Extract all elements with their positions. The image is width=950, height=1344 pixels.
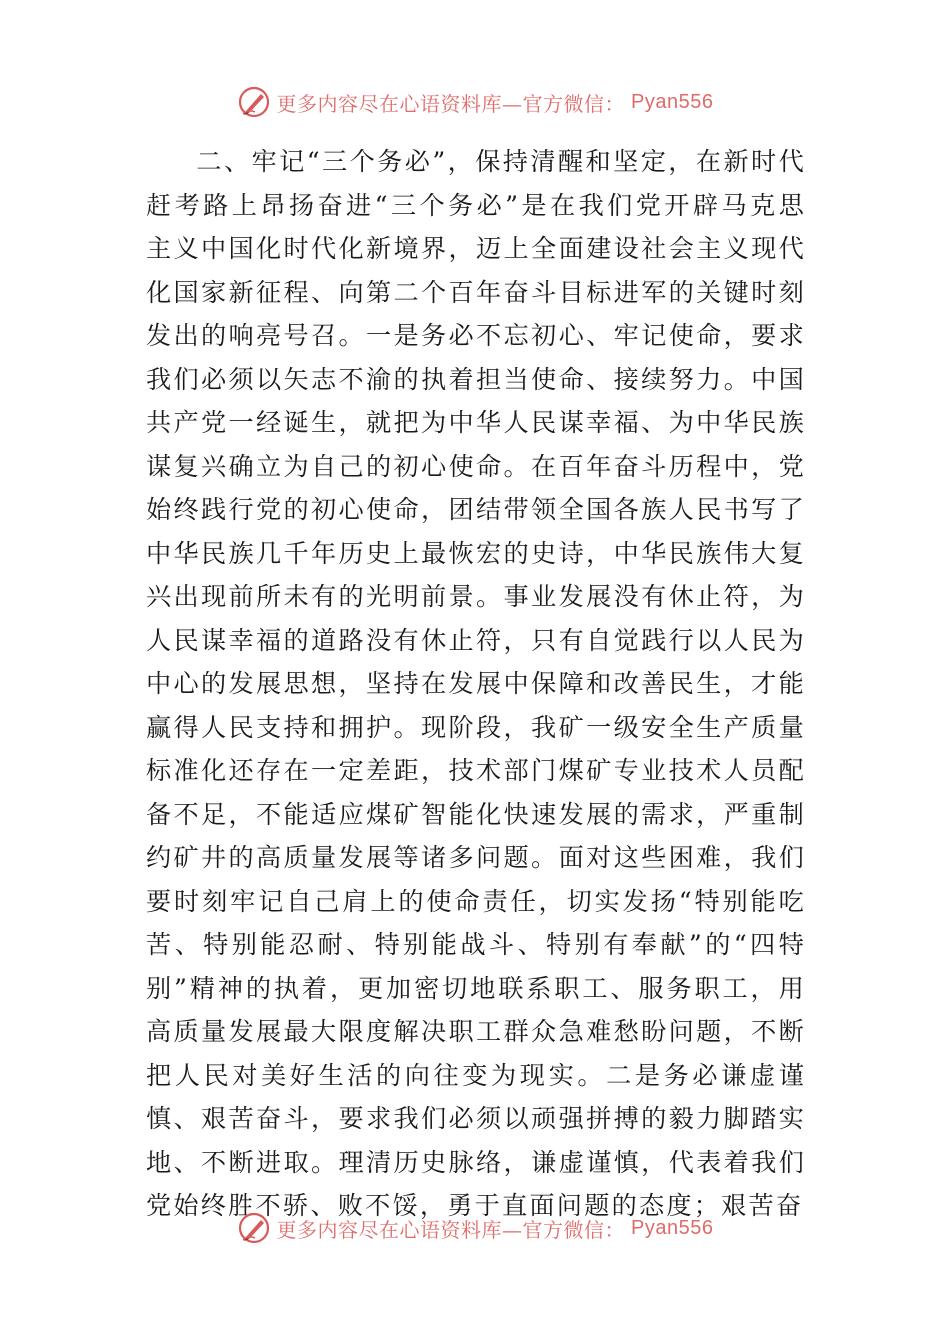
watermark-text: 更多内容尽在心语资料库—官方微信： bbox=[276, 91, 626, 116]
pen-logo-icon bbox=[237, 85, 271, 119]
watermark-wechat-id: Pyan556 bbox=[631, 1216, 714, 1239]
watermark-text: 更多内容尽在心语资料库—官方微信： bbox=[276, 1217, 626, 1242]
body-paragraph: 二、牢记“三个务必”，保持清醒和坚定，在新时代赶考路上昂扬奋进“三个务必”是在我们党开辟马克思主义中国化时代化新境界，迈上全面建设社会主义现代化国家新征程、向第二个百年奋斗目标进军的关键时刻发出的响亮号召。一是务必不忘初心、牢记使命，要求我们必须以矢志不渝的执着担当使命、接续努力。中国共产党一经诞生，就把为中华人民谋幸福、为中华民族谋复兴确立为自己的初心使命。在百年奋斗历程中，党始终践行党的初心使命，团结带领全国各族人民书写了中华民族几千年历史上最恢宏的史诗，中华民族伟大复兴出现前所未有的光明前景。事业发展没有休止符，为人民谋幸福的道路没有休止符，只有自觉践行以人民为中心的发展思想，坚持在发展中保障和改善民生，才能赢得人民支持和拥护。现阶段，我矿一级安全生产质量标准化还存在一定差距，技术部门煤矿专业技术人员配备不足，不能适应煤矿智能化快速发展的需求，严重制约矿井的高质量发展等诸多问题。面对这些困难，我们要时刻牢记自己肩上的使命责任，切实发扬“特别能吃苦、特别能忍耐、特别能战斗、特别有奉献”的“四特别”精神的执着，更加密切地联系职工、服务职工，用高质量发展最大限度解决职工群众急难愁盼问题，不断把人民对美好生活的向往变为现实。二是务必谦虚谨慎、艰苦奋斗，要求我们必须以顽强拼搏的毅力脚踏实地、不断进取。理清历史脉络，谦虚谨慎，代表着我们党始终胜不骄、败不馁，勇于直面问题的态度；艰苦奋 bbox=[146, 147, 806, 1220]
footer-watermark bbox=[0, 1208, 950, 1248]
document-body bbox=[146, 140, 806, 1228]
watermark-wechat-id: Pyan556 bbox=[631, 90, 714, 113]
header-watermark bbox=[0, 82, 950, 122]
pen-logo-icon bbox=[237, 1211, 271, 1245]
